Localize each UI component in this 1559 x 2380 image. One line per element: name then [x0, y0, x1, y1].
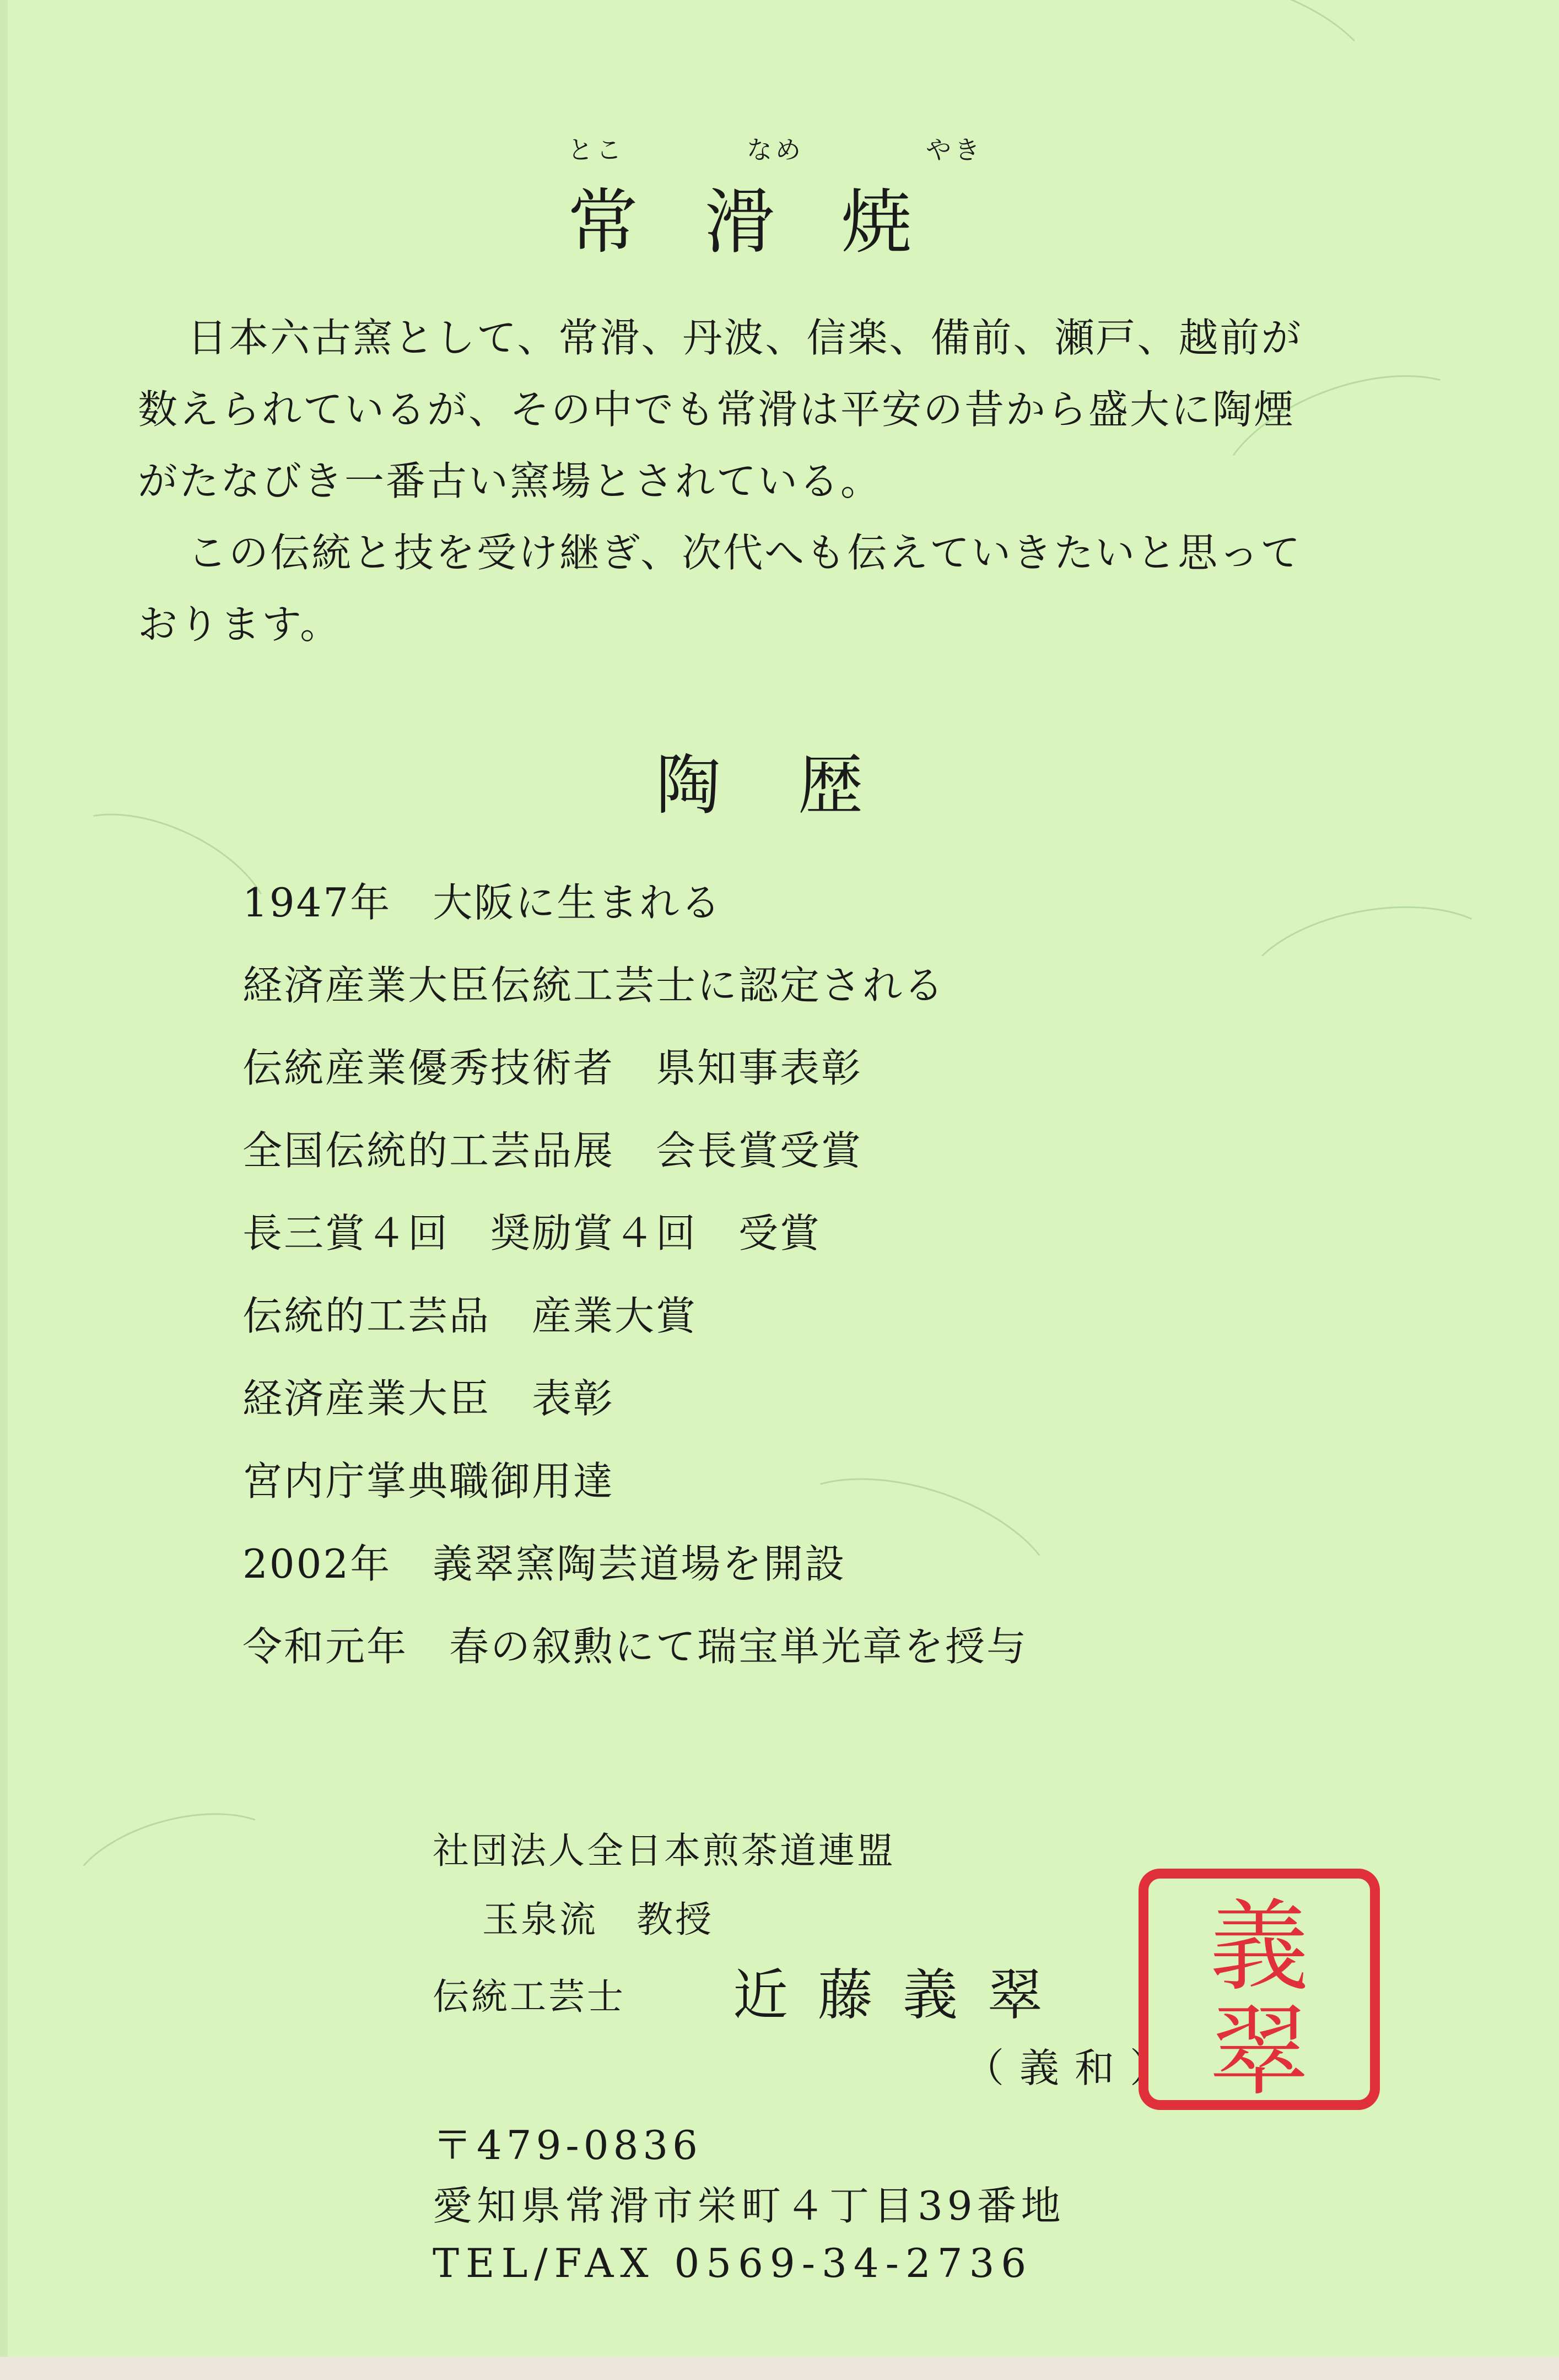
svg-text:翠: 翠: [1209, 1994, 1309, 2109]
street-address: 愛知県常滑市栄町４丁目39番地: [433, 2183, 1065, 2229]
craftsman-title: 伝統工芸士: [433, 1976, 625, 2018]
intro-line: 日本六古窯として、常滑、丹波、信楽、備前、瀬戸、越前が: [187, 315, 1303, 361]
paper-fiber: [55, 1791, 300, 1959]
career-item: 全国伝統的工芸品展 会長賞受賞: [242, 1127, 863, 1174]
paper-edge-bottom: [0, 2357, 1559, 2380]
career-title: 陶歴: [656, 747, 941, 823]
intro-line: 数えられているが、その中でも常滑は平安の昔から盛大に陶煙: [138, 386, 1296, 433]
career-item: 伝統産業優秀技術者 県知事表彰: [242, 1045, 863, 1091]
organization: 社団法人全日本煎茶道連盟: [433, 1829, 896, 1872]
career-item: 宮内庁掌典職御用達: [242, 1458, 615, 1504]
paper-fiber: [1230, 887, 1517, 1067]
intro-line: この伝統と技を受け継ぎ、次代へも伝えていきたいと思って: [187, 530, 1302, 576]
artist-real-name: （義和）: [964, 2045, 1185, 2091]
career-item: 伝統的工芸品 産業大賞: [242, 1293, 698, 1339]
career-item: 2002年 義翠窯陶芸道場を開設: [242, 1541, 846, 1587]
svg-text:義: 義: [1209, 1890, 1309, 2005]
intro-line: がたなびき一番古い窯場とされている。: [138, 458, 882, 504]
intro-line: おります。: [138, 601, 342, 647]
artist-name: 近藤義翠: [733, 1963, 1072, 2027]
ruby-name: なめ: [747, 135, 804, 165]
career-item: 経済産業大臣伝統工芸士に認定される: [242, 962, 946, 1008]
page-title: 常滑焼: [568, 181, 978, 263]
career-item: 令和元年 春の叙勲にて瑞宝単光章を授与: [242, 1623, 1028, 1670]
red-seal-stamp: [1132, 1863, 1386, 2116]
ruby-yaki: やき: [926, 135, 983, 165]
school-title: 玉泉流 教授: [482, 1898, 714, 1941]
paper-fiber: [1033, 0, 1395, 180]
career-item: 経済産業大臣 表彰: [242, 1375, 615, 1422]
career-item: 長三賞４回 奨励賞４回 受賞: [242, 1210, 822, 1256]
paper-edge-left: [0, 0, 8, 2380]
postal-code: 〒479-0836: [433, 2122, 702, 2168]
career-item: 1947年 大阪に生まれる: [242, 879, 722, 926]
ruby-toko: とこ: [568, 135, 625, 165]
phone-fax: TEL/FAX 0569-34-2736: [433, 2240, 1033, 2286]
